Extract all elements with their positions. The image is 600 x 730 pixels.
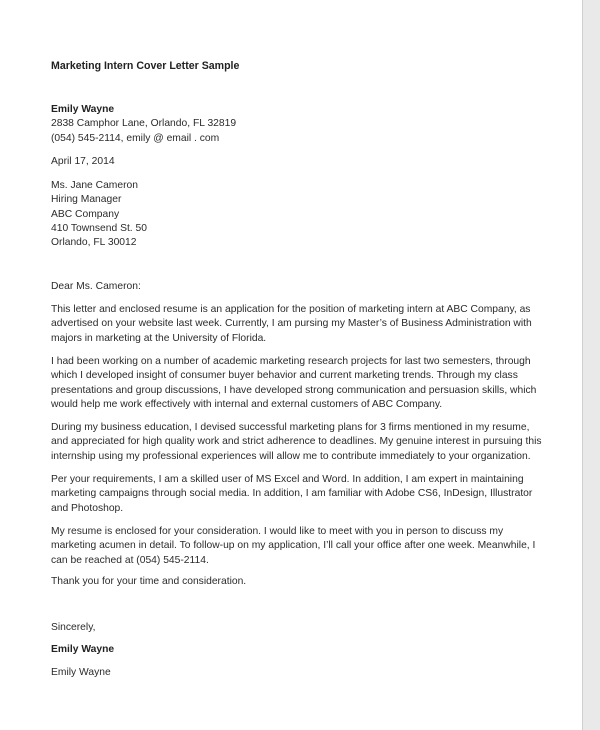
sender-contact: (054) 545-2114, emily @ email . com bbox=[51, 132, 220, 144]
paragraph-line: Thank you for your time and consideration. bbox=[51, 576, 247, 587]
paragraph-line: marketing campaigns through social media. In addition, I am familiar with Adobe CS6, InDesign, Illustrator bbox=[51, 488, 533, 500]
salutation bbox=[51, 280, 141, 294]
recipient-name: Ms. Jane Cameron bbox=[51, 180, 138, 191]
body-paragraph-3 bbox=[51, 421, 561, 464]
paragraph-line: would help me work effectively with internal and external customers of ABC Company. bbox=[51, 398, 443, 410]
paragraph-line: and Photoshop. bbox=[51, 502, 124, 514]
body-paragraph-1 bbox=[51, 303, 561, 346]
paragraph-line: can be reached at (054) 545-2114. bbox=[51, 554, 209, 566]
letter-date bbox=[51, 155, 115, 169]
date-text: April 17, 2014 bbox=[51, 156, 115, 167]
body-paragraph-4 bbox=[51, 473, 561, 516]
paragraph-line: majors in marketing at the University of Florida. bbox=[51, 332, 267, 344]
signature-text: Emily Wayne bbox=[51, 667, 111, 678]
recipient-company: ABC Company bbox=[51, 208, 120, 220]
paragraph-line: Per your requirements, I am a skilled user of MS Excel and Word. In addition, I am expert in maintaining bbox=[51, 474, 524, 485]
closing-text: Sincerely, bbox=[51, 622, 96, 633]
recipient-street: 410 Townsend St. 50 bbox=[51, 222, 147, 234]
paragraph-line: which I developed insight of consumer buyer behavior and current marketing trends. Through my class bbox=[51, 370, 518, 382]
salutation-text: Dear Ms. Cameron: bbox=[51, 281, 141, 292]
closing bbox=[51, 621, 95, 635]
paragraph-line: internship using my professional experiences will allow me to contribute immediately to your organization. bbox=[51, 450, 531, 462]
paragraph-line: During my business education, I devised successful marketing plans for 3 firms mentioned in my resume, bbox=[51, 422, 530, 433]
signature bbox=[51, 666, 111, 680]
signature-bold-text: Emily Wayne bbox=[51, 644, 115, 655]
recipient-title: Hiring Manager bbox=[51, 194, 122, 206]
paragraph-line: advertised on your website last week. Currently, I am pursing my Master’s of Business Administration with bbox=[51, 318, 532, 330]
paragraph-line: This letter and enclosed resume is an application for the position of marketing intern at ABC Company, as bbox=[51, 304, 531, 315]
body-paragraph-2 bbox=[51, 355, 561, 412]
paragraph-line: presentations and group discussions, I have developed strong communication and persuasion skills, which bbox=[51, 384, 537, 396]
paragraph-line: I had been working on a number of academic marketing research projects for last two semesters, through bbox=[51, 356, 531, 367]
recipient-city: Orlando, FL 30012 bbox=[51, 237, 137, 249]
signature-name-bold bbox=[51, 643, 114, 657]
document-title: Marketing Intern Cover Letter Sample bbox=[51, 60, 240, 72]
body-paragraph-5 bbox=[51, 525, 561, 568]
paragraph-line: My resume is enclosed for your consideration. I would like to meet with you in person to discuss my bbox=[51, 526, 504, 537]
recipient-block bbox=[51, 179, 147, 250]
paragraph-line: and appreciated for high quality work and strict adherence to deadlines. My genuine interest in pursuing this bbox=[51, 436, 542, 448]
sender-address: 2838 Camphor Lane, Orlando, FL 32819 bbox=[51, 118, 237, 130]
sender-block bbox=[51, 103, 236, 146]
body-paragraph-6 bbox=[51, 575, 561, 589]
sender-name: Emily Wayne bbox=[51, 104, 115, 115]
paragraph-line: marketing acumen in detail. To follow-up on my application, I’ll call your office after one week. Meanwhile, I bbox=[51, 540, 536, 552]
